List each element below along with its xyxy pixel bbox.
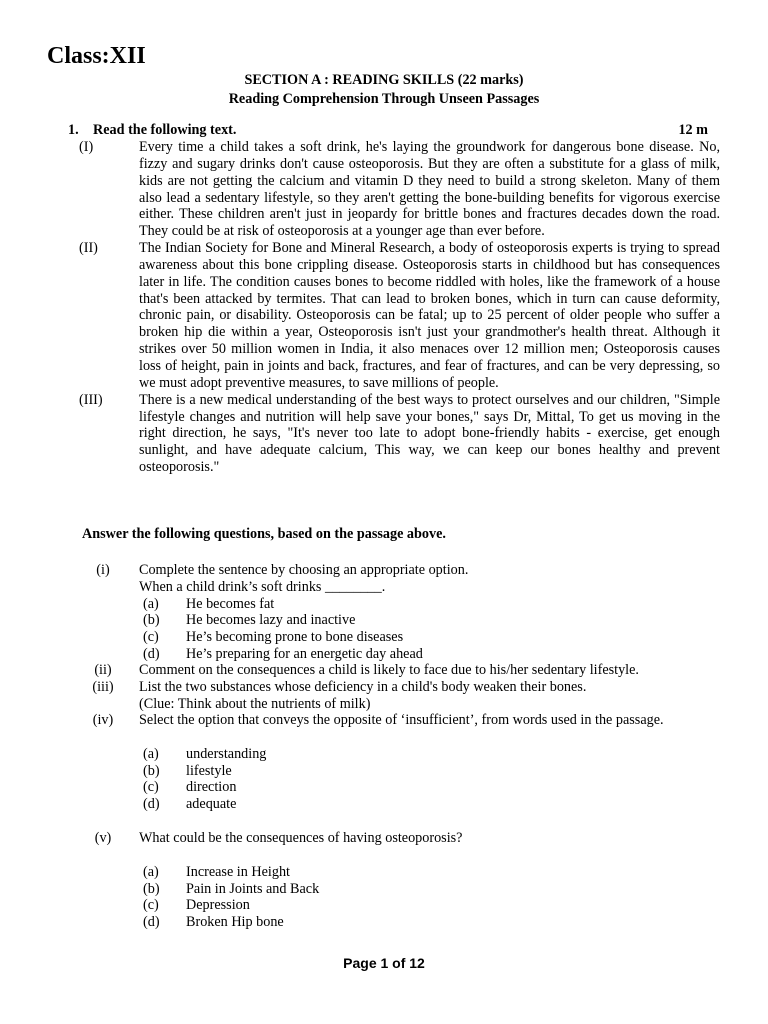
class-title: Class:XII bbox=[47, 43, 146, 69]
question-text: Complete the sentence by choosing an appropriate option. bbox=[139, 562, 469, 578]
question-text: Select the option that conveys the opposite of ‘insufficient’, from words used in the passage. bbox=[139, 712, 664, 728]
paragraph-text: Every time a child takes a soft drink, he's laying the groundwork for dangerous bone disease. No, fizzy and sugary drinks don't cause osteoporosis. But they are often a substitute for a glass of milk, kids are not getting the calcium and vitamin D they need to build a strong skeleton. Many of them also lead a sedentary lifestyle, so they aren't getting the bone-building benefits for vigorous exercise either. These children aren't just in jeopardy for brittle bones and fractures decades down the road. They could be at risk of osteoporosis at a younger age than ever before. bbox=[139, 139, 720, 240]
option-b bbox=[139, 763, 739, 780]
question-text-line2: When a child drink’s soft drinks ________. bbox=[139, 578, 386, 595]
option-text: Increase in Height bbox=[186, 863, 290, 880]
option-label: (b) bbox=[143, 612, 160, 629]
question-number: (iii) bbox=[92, 679, 114, 695]
question-v bbox=[94, 830, 739, 931]
option-d bbox=[139, 796, 739, 813]
question-text: Comment on the consequences a child is likely to face due to his/her sedentary lifestyle. bbox=[139, 662, 639, 678]
option-label: (a) bbox=[143, 595, 159, 612]
question-instruction: Read the following text. bbox=[93, 122, 237, 138]
option-c bbox=[139, 897, 739, 914]
option-label: (a) bbox=[143, 745, 159, 762]
option-label: (d) bbox=[143, 645, 160, 662]
option-b bbox=[139, 612, 739, 629]
option-label: (c) bbox=[143, 779, 159, 796]
passage-paragraph-1 bbox=[79, 139, 720, 240]
option-text: understanding bbox=[186, 745, 267, 762]
question-i bbox=[96, 562, 739, 663]
option-d bbox=[139, 646, 739, 663]
option-text: direction bbox=[186, 779, 237, 796]
question-number: (iv) bbox=[92, 712, 114, 728]
option-text: lifestyle bbox=[186, 762, 232, 779]
option-label: (b) bbox=[143, 880, 160, 897]
option-a bbox=[139, 746, 739, 763]
option-c bbox=[139, 629, 739, 646]
passage-paragraph-3 bbox=[79, 391, 720, 476]
paragraph-number: (I) bbox=[79, 139, 94, 155]
question-clue: (Clue: Think about the nutrients of milk) bbox=[139, 695, 371, 712]
question-number: (v) bbox=[94, 830, 112, 846]
option-d bbox=[139, 914, 739, 931]
passage bbox=[79, 139, 720, 476]
option-label: (d) bbox=[143, 914, 160, 931]
option-text: He becomes fat bbox=[186, 595, 275, 612]
question-number: (ii) bbox=[94, 662, 112, 678]
option-text: Pain in Joints and Back bbox=[186, 880, 320, 897]
answer-heading: Answer the following questions, based on the passage above. bbox=[82, 526, 446, 542]
option-c bbox=[139, 779, 739, 796]
option-text: Depression bbox=[186, 897, 250, 914]
paragraph-text: The Indian Society for Bone and Mineral Research, a body of osteoporosis experts is trying to spread awareness about this bone crippling disease. Osteoporosis starts in childhood but has consequences later in life. The condition causes bones to become riddled with holes, like the framework of a house that's been attacked by termites. That can lead to broken bones, which in turn can cause deformity, chronic pain, or disability. Osteoporosis can be fatal; up to 25 percent of older people who suffer a broken hip die within a year, Osteoporosis isn't just your grandmother's health threat. Although it strikes over 50 million women in India, it also menaces over 12 million men; Osteoporosis causes loss of height, pain in joints and back, fractures, and fear of fractures, and can be very depressing, so we must adopt preventive measures, to save millions of people. bbox=[139, 240, 720, 391]
paragraph-text: There is a new medical understanding of the best ways to protect ourselves and our children, "Simple lifestyle changes and nutrition will help save your bones," says Dr, Mittal, To get us moving in the right direction, he says, "It's never too late to adopt bone-friendly habits - exercise, get enough sunlight, and have adequate calcium, This way, we can keep our bones healthy and prevent osteoporosis." bbox=[139, 391, 720, 476]
option-label: (d) bbox=[143, 796, 160, 813]
page-number: Page 1 of 12 bbox=[343, 955, 425, 971]
option-a bbox=[139, 864, 739, 881]
section-subtitle: Reading Comprehension Through Unseen Passages bbox=[228, 91, 540, 107]
option-text: He becomes lazy and inactive bbox=[186, 612, 356, 629]
option-text: adequate bbox=[186, 796, 237, 813]
option-a bbox=[139, 596, 739, 613]
option-label: (a) bbox=[143, 863, 159, 880]
passage-paragraph-2 bbox=[79, 240, 720, 392]
option-text: Broken Hip bone bbox=[186, 914, 284, 931]
question-number: (i) bbox=[96, 562, 110, 578]
option-label: (b) bbox=[143, 762, 160, 779]
question-marks: 12 m bbox=[678, 122, 708, 138]
question-ii bbox=[94, 662, 739, 679]
section-header bbox=[0, 71, 768, 109]
option-b bbox=[139, 881, 739, 898]
paragraph-number: (II) bbox=[79, 240, 98, 257]
option-text: He’s preparing for an energetic day ahead bbox=[186, 645, 423, 662]
option-label: (c) bbox=[143, 897, 159, 914]
option-label: (c) bbox=[143, 629, 159, 646]
question-iii bbox=[92, 679, 739, 713]
question-text: What could be the consequences of having osteoporosis? bbox=[139, 830, 463, 846]
question-iv bbox=[92, 712, 739, 813]
section-title: SECTION A : READING SKILLS (22 marks) bbox=[244, 72, 524, 88]
question-number: 1. bbox=[68, 122, 79, 138]
option-text: He’s becoming prone to bone diseases bbox=[186, 629, 404, 646]
question-text: List the two substances whose deficiency in a child's body weaken their bones. bbox=[139, 679, 587, 695]
paragraph-number: (III) bbox=[79, 391, 103, 408]
